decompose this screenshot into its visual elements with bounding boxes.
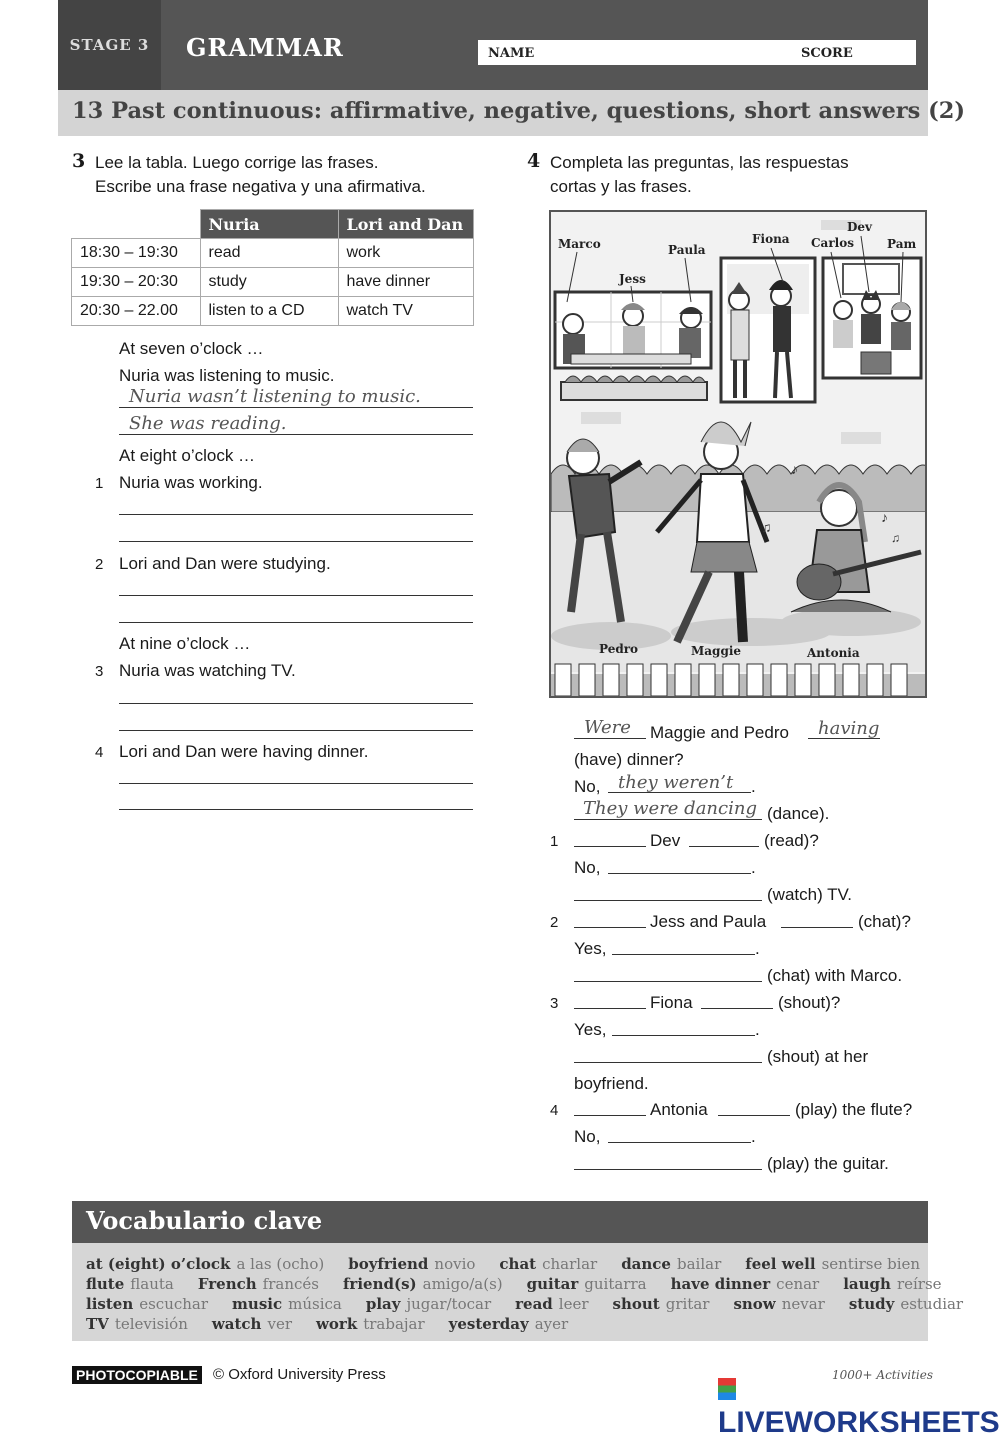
series-name: 1000+ Activities: [832, 1368, 933, 1382]
stage-label: STAGE 3: [58, 0, 161, 90]
answer-line: [119, 434, 473, 435]
page-title: 13 Past continuous: affirmative, negative, questions, short answers (2): [72, 98, 966, 124]
exercise-3-number: 3: [72, 150, 86, 172]
answer-line[interactable]: [574, 1062, 762, 1063]
brand-text: LIVEWORKSHEETS: [718, 1406, 1000, 1439]
answer-line[interactable]: [119, 783, 473, 784]
answer-line[interactable]: [718, 1115, 790, 1116]
vocab-translation: a las (ocho): [236, 1255, 325, 1273]
score-label: SCORE: [801, 46, 853, 61]
label-antonia: Antonia: [807, 646, 860, 660]
item-number: 3: [550, 995, 559, 1012]
vocab-translation: reírse: [896, 1275, 942, 1293]
answer-line[interactable]: [119, 595, 473, 596]
vocab-term: friend(s): [342, 1275, 417, 1293]
exercise-4-number: 4: [527, 150, 541, 172]
vocab-translation: guitarra: [584, 1275, 647, 1293]
vocab-row: [86, 1315, 592, 1333]
svg-text:♫: ♫: [891, 531, 900, 545]
table-row: [72, 239, 474, 268]
example-hint: (dance).: [767, 804, 830, 823]
answer-line[interactable]: [574, 1008, 646, 1009]
table-header: Nuria: [200, 210, 338, 239]
vocab-translation: ayer: [534, 1315, 569, 1333]
vocab-term: snow: [733, 1295, 776, 1313]
vocab-term: listen: [86, 1295, 134, 1313]
label-carlos: Carlos: [811, 236, 854, 250]
example-no: No,: [574, 777, 601, 796]
label-marco: Marco: [558, 237, 601, 251]
example-answer-were: Were: [584, 717, 631, 738]
vocab-term: at (eight) o’clock: [86, 1255, 231, 1273]
table-cell: work: [338, 239, 473, 268]
publisher: © Oxford University Press: [213, 1366, 386, 1383]
item-number: 3: [95, 663, 104, 680]
label-pam: Pam: [887, 237, 917, 251]
scene-drawing: [551, 212, 925, 696]
vocab-translation: estudiar: [900, 1295, 964, 1313]
ex4-subject: Jess and Paula: [650, 912, 767, 931]
vocab-translation: ver: [267, 1315, 292, 1333]
vocab-term: shout: [612, 1295, 660, 1313]
vocab-translation: flauta: [130, 1275, 174, 1293]
answer-line[interactable]: [612, 954, 755, 955]
vocab-term: watch: [211, 1315, 262, 1333]
table-row: [72, 268, 474, 297]
vocab-term: TV: [86, 1315, 109, 1333]
table-cell: 19:30 – 20:30: [72, 268, 201, 297]
table-corner: [72, 210, 201, 239]
label-dev: Dev: [847, 220, 873, 234]
table-cell: watch TV: [338, 297, 473, 326]
answer-line[interactable]: [119, 622, 473, 623]
item-number: 4: [95, 744, 104, 761]
vocab-translation: bailar: [676, 1255, 722, 1273]
vocab-translation: leer: [558, 1295, 589, 1313]
instruction-line: Completa las preguntas, las respuestas: [550, 153, 849, 172]
example-time: At seven o’clock …: [119, 339, 264, 358]
table-cell: have dinner: [338, 268, 473, 297]
vocab-term: laugh: [843, 1275, 891, 1293]
vocab-term: chat: [499, 1255, 537, 1273]
vocab-term: yesterday: [448, 1315, 529, 1333]
time-heading: At eight o’clock …: [119, 446, 256, 465]
answer-line[interactable]: [608, 1142, 751, 1143]
ex4-verb: (play) the flute?: [795, 1100, 913, 1119]
table-row: [72, 297, 474, 326]
instruction-line: Escribe una frase negativa y una afirmativa.: [95, 177, 426, 196]
answer-line[interactable]: [701, 1008, 773, 1009]
ex4-hint: (play) the guitar.: [767, 1154, 889, 1173]
svg-text:♪: ♪: [881, 509, 888, 525]
table-cell: 18:30 – 19:30: [72, 239, 201, 268]
vocab-translation: gritar: [665, 1295, 710, 1313]
vocab-row: [86, 1255, 944, 1273]
label-maggie: Maggie: [691, 644, 742, 658]
table-cell: read: [200, 239, 338, 268]
ex3-item-3: Nuria was watching TV.: [119, 661, 296, 680]
example-answer-1: Nuria wasn’t listening to music.: [129, 386, 421, 407]
item-number: 2: [95, 556, 104, 573]
vocab-term: music: [232, 1295, 283, 1313]
vocab-term: flute: [86, 1275, 125, 1293]
vocab-translation: escuchar: [139, 1295, 209, 1313]
answer-line[interactable]: [119, 730, 473, 731]
ex4-hint: (shout) at her: [767, 1047, 869, 1066]
example-text: Maggie and Pedro: [650, 723, 789, 742]
ex4-hint: (watch) TV.: [767, 885, 853, 904]
svg-text:♪: ♪: [791, 461, 798, 477]
ex4-short: No,: [574, 858, 601, 877]
vocab-term: French: [197, 1275, 257, 1293]
answer-line: [119, 407, 473, 408]
vocab-term: work: [316, 1315, 358, 1333]
time-heading: At nine o’clock …: [119, 634, 251, 653]
ex4-verb: (chat)?: [858, 912, 911, 931]
answer-line[interactable]: [574, 1169, 762, 1170]
table-cell: listen to a CD: [200, 297, 338, 326]
vocab-title: Vocabulario clave: [86, 1206, 323, 1235]
exercise-3-instruction: [95, 151, 426, 199]
punct: .: [755, 1020, 760, 1039]
vocab-translation: francés: [262, 1275, 319, 1293]
label-jess: Jess: [619, 272, 646, 286]
vocab-term: read: [515, 1295, 553, 1313]
answer-line[interactable]: [608, 873, 751, 874]
ex3-item-2: Lori and Dan were studying.: [119, 554, 331, 573]
section-title: GRAMMAR: [186, 33, 344, 62]
ex4-extra: boyfriend.: [574, 1074, 649, 1093]
ex4-subject: Fiona: [650, 993, 693, 1012]
ex4-hint: (chat) with Marco.: [767, 966, 903, 985]
answer-line: [574, 819, 762, 820]
logo-icon: [718, 1378, 736, 1400]
ex4-subject: Dev: [650, 831, 681, 850]
punct: .: [751, 858, 756, 877]
answer-line[interactable]: [119, 541, 473, 542]
vocab-translation: jugar/tocar: [406, 1295, 492, 1313]
table-cell: study: [200, 268, 338, 297]
table-header: Lori and Dan: [338, 210, 473, 239]
example-answer-2: She was reading.: [129, 413, 287, 434]
vocab-term: have dinner: [670, 1275, 771, 1293]
ex4-verb: (shout)?: [778, 993, 841, 1012]
punct: .: [751, 777, 756, 796]
answer-line: [808, 738, 880, 739]
answer-line: [574, 738, 646, 739]
vocab-row: [86, 1275, 966, 1293]
item-number: 4: [550, 1102, 559, 1119]
illustration: [549, 210, 927, 698]
svg-text:♫: ♫: [761, 519, 772, 535]
vocab-translation: charlar: [542, 1255, 598, 1273]
answer-line[interactable]: [119, 809, 473, 810]
name-label: NAME: [488, 46, 535, 61]
answer-line[interactable]: [574, 981, 762, 982]
photocopiable-label: PHOTOCOPIABLE: [72, 1366, 202, 1384]
liveworksheets-logo: [718, 1372, 1000, 1440]
answer-line[interactable]: [119, 514, 473, 515]
instruction-line: Lee la tabla. Luego corrige las frases.: [95, 153, 379, 172]
exercise-4-instruction: [550, 151, 849, 199]
vocab-translation: sentirse bien: [821, 1255, 921, 1273]
vocab-translation: televisión: [114, 1315, 188, 1333]
example-text: (have) dinner?: [574, 750, 684, 769]
answer-line[interactable]: [574, 900, 762, 901]
ex4-verb: (read)?: [764, 831, 819, 850]
vocab-translation: nevar: [781, 1295, 825, 1313]
answer-line[interactable]: [574, 846, 646, 847]
item-number: 2: [550, 914, 559, 931]
ex4-subject: Antonia: [650, 1100, 708, 1119]
instruction-line: cortas y las frases.: [550, 177, 692, 196]
punct: .: [755, 939, 760, 958]
vocab-term: guitar: [526, 1275, 579, 1293]
table-cell: 20:30 – 22.00: [72, 297, 201, 326]
vocab-term: feel well: [745, 1255, 816, 1273]
punct: .: [751, 1127, 756, 1146]
example-answer-full: They were dancing: [583, 798, 757, 819]
example-answer-having: having: [818, 718, 880, 739]
vocab-translation: amigo/a(s): [422, 1275, 503, 1293]
vocab-row: [86, 1295, 987, 1313]
ex4-short: No,: [574, 1127, 601, 1146]
answer-line[interactable]: [612, 1035, 755, 1036]
label-fiona: Fiona: [752, 232, 790, 246]
answer-line[interactable]: [781, 927, 853, 928]
vocab-translation: cenar: [776, 1275, 820, 1293]
example-sentence: Nuria was listening to music.: [119, 366, 335, 385]
vocab-translation: novio: [434, 1255, 476, 1273]
vocab-term: play: [365, 1295, 401, 1313]
ex3-item-1: Nuria was working.: [119, 473, 263, 492]
example-answer-short: they weren’t: [618, 772, 734, 793]
vocab-term: dance: [621, 1255, 671, 1273]
answer-line[interactable]: [689, 846, 759, 847]
vocab-term: study: [848, 1295, 895, 1313]
answer-line[interactable]: [119, 703, 473, 704]
item-number: 1: [550, 833, 559, 850]
answer-line: [608, 792, 751, 793]
vocab-translation: música: [288, 1295, 342, 1313]
ex4-short: Yes,: [574, 939, 607, 958]
answer-line[interactable]: [574, 927, 646, 928]
label-paula: Paula: [668, 243, 706, 257]
vocab-term: boyfriend: [348, 1255, 429, 1273]
vocab-translation: trabajar: [363, 1315, 425, 1333]
schedule-table: [71, 209, 474, 326]
ex4-short: Yes,: [574, 1020, 607, 1039]
ex3-item-4: Lori and Dan were having dinner.: [119, 742, 369, 761]
item-number: 1: [95, 475, 104, 492]
label-pedro: Pedro: [599, 642, 639, 656]
answer-line[interactable]: [574, 1115, 646, 1116]
